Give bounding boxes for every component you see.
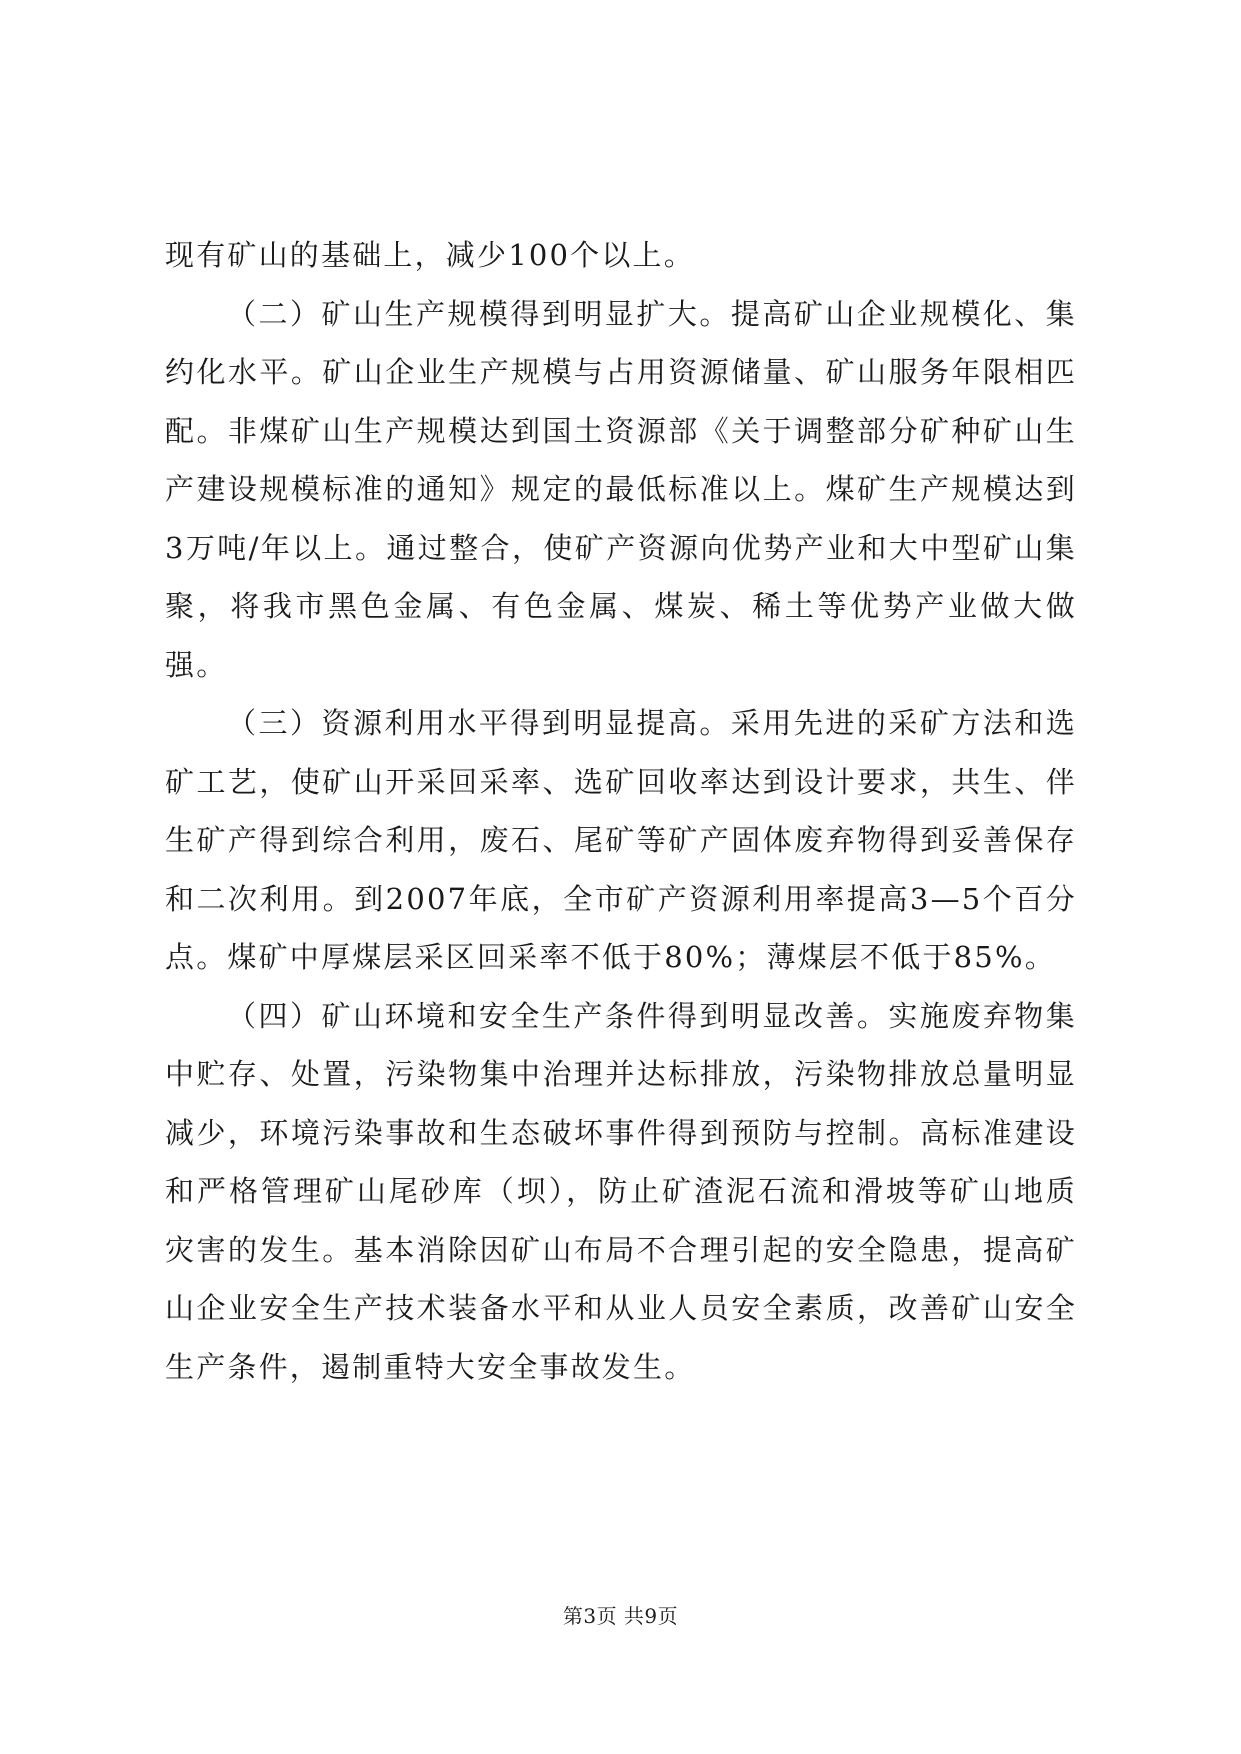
page-number-footer: 第3页 共9页 <box>562 1604 679 1628</box>
paragraph-section-3: （三）资源利用水平得到明显提高。采用先进的采矿方法和选矿工艺，使矿山开采回采率、选矿回收率达到设计要求，共生、伴生矿产得到综合利用，废石、尾矿等矿产固体废弃物得到妥善保存和二次利用。到2007年底，全市矿产资源利用率提高3—5个百分点。煤矿中厚煤层采区回采率不低于80%；薄煤层不低于85%。 <box>165 706 1077 974</box>
document-body <box>165 226 1077 1396</box>
paragraph-section-2: （二）矿山生产规模得到明显扩大。提高矿山企业规模化、集约化水平。矿山企业生产规模与占用资源储量、矿山服务年限相匹配。非煤矿山生产规模达到国土资源部《关于调整部分矿种矿山生产建设规模标准的通知》规定的最低标准以上。煤矿生产规模达到3万吨/年以上。通过整合，使矿产资源向优势产业和大中型矿山集聚，将我市黑色金属、有色金属、煤炭、稀土等优势产业做大做强。 <box>165 296 1077 682</box>
paragraph-continuation: 现有矿山的基础上，减少100个以上。 <box>165 238 695 272</box>
paragraph-section-4: （四）矿山环境和安全生产条件得到明显改善。实施废弃物集中贮存、处置，污染物集中治理并达标排放，污染物排放总量明显减少，环境污染事故和生态破坏事件得到预防与控制。高标准建设和严格管理矿山尾砂库（坝），防止矿渣泥石流和滑坡等矿山地质灾害的发生。基本消除因矿山布局不合理引起的安全隐患，提高矿山企业安全生产技术装备水平和从业人员安全素质，改善矿山安全生产条件，遏制重特大安全事故发生。 <box>165 998 1077 1384</box>
